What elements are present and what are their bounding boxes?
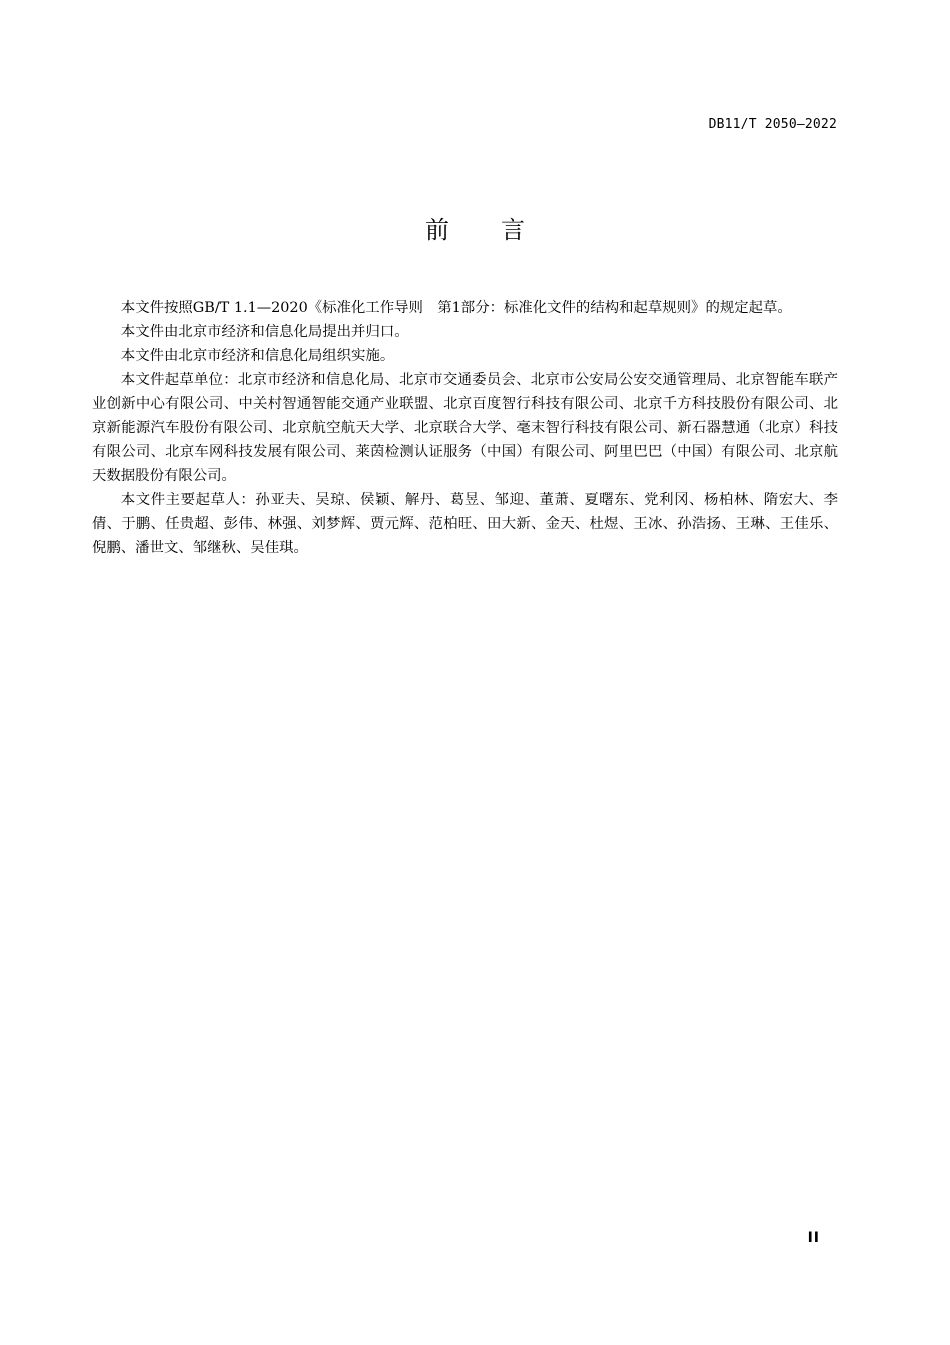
paragraph-drafters: 本文件主要起草人：孙亚夫、吴琼、侯颖、解丹、葛昱、邹迎、董萧、夏曙东、党利冈、杨柏林、隋宏大、李倩、于鹏、任贵超、彭伟、林强、刘梦辉、贾元辉、范柏旺、田大新、金天、杜煜、王冰、孙浩扬、王琳、王佳乐、倪鹏、潘世文、邹继秋、吴佳琪。 — [92, 492, 838, 556]
page-number: II — [807, 1230, 820, 1246]
document-code: DB11/T 2050—2022 — [708, 117, 837, 132]
paragraph-implementer: 本文件由北京市经济和信息化局组织实施。 — [120, 348, 395, 364]
section-title: 前言 — [425, 216, 577, 244]
paragraph-drafting-rules: 本文件按照GB/T 1.1—2020《标准化工作导则 第1部分：标准化文件的结构和起草规则》的规定起草。 — [120, 300, 792, 316]
foreword-body — [92, 296, 838, 560]
paragraph-proposer: 本文件由北京市经济和信息化局提出并归口。 — [120, 324, 409, 340]
paragraph-drafting-units: 本文件起草单位：北京市经济和信息化局、北京市交通委员会、北京市公安局公安交通管理局、北京智能车联产业创新中心有限公司、中关村智通智能交通产业联盟、北京百度智行科技有限公司、北京千方科技股份有限公司、北京新能源汽车股份有限公司、北京航空航天大学、北京联合大学、毫末智行科技有限公司、新石器慧通（北京）科技有限公司、北京车网科技发展有限公司、莱茵检测认证服务（中国）有限公司、阿里巴巴（中国）有限公司、北京航天数据股份有限公司。 — [92, 372, 838, 484]
